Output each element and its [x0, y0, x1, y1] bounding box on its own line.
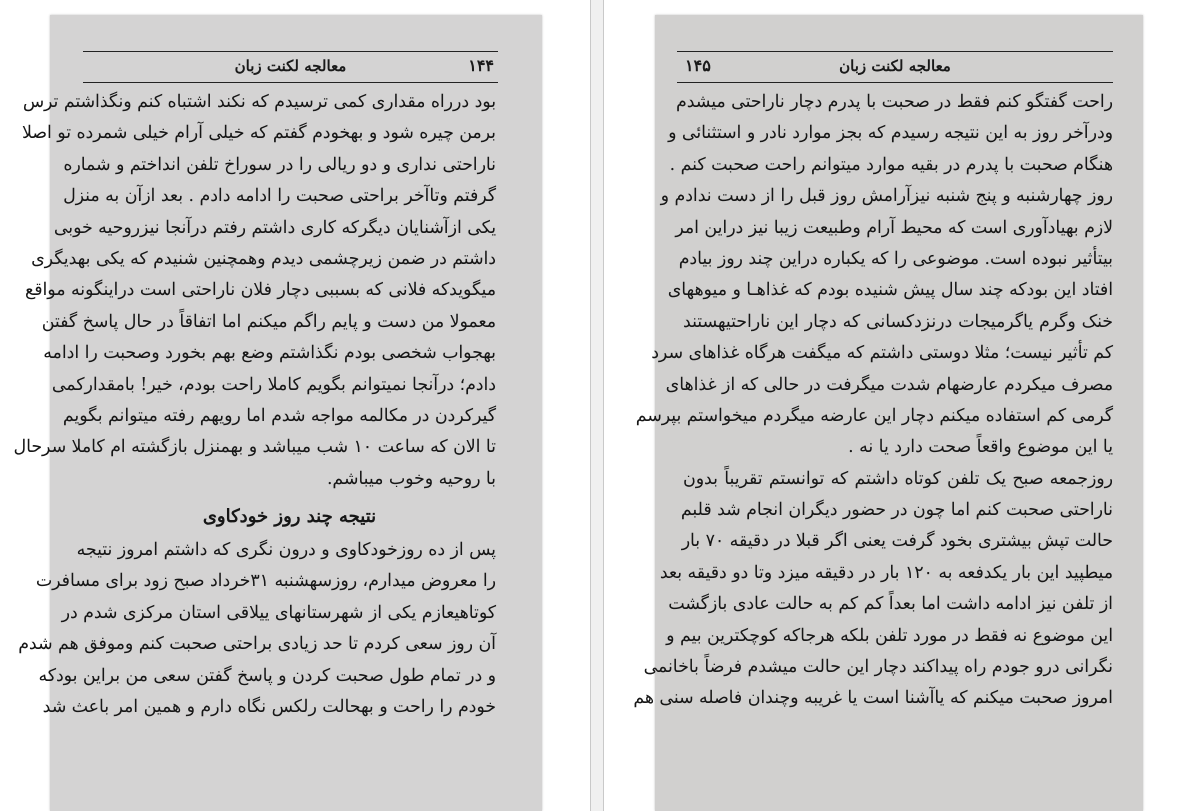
text-line: لازم بهیادآوری است که محیط آرام وطبیعت زیبا نیز دراین امر — [675, 217, 1113, 238]
text-line: افتاد این بودکه چند سال پیش شنیده بودم که غذاهـا و میوههای — [667, 280, 1113, 301]
text-line: حالت تپش بیشتری بخود گرفت یعنی اگر قبلا در دقیقه ۷۰ بار — [681, 531, 1113, 552]
page-number: ۱۴۴ — [468, 56, 494, 75]
text-line: کوتاهیعازم یکی از شهرستانهای ییلاقی استان مرکزی شدم در — [61, 602, 496, 623]
text-line: آن روز سعی کردم تا حد زیادی براحتی صحبت کنم وموفق هم شدم — [18, 634, 496, 655]
text-line: ودرآخر روز به این نتیجه رسیدم که بجز موارد نادر و استثنائی و — [668, 123, 1113, 144]
page-body-text — [13, 87, 496, 723]
text-line: گرمی کم استفاده میکنم دچار این عارضه میگردم میخواستم بپرسم — [635, 405, 1113, 426]
book-spine-gap — [590, 0, 604, 811]
text-line: روز چهارشنبه و پنج شنبه نیزآرامش روز قبل را از دست ندادم و — [660, 186, 1113, 207]
text-line: خنک وگرم یاگرمیجات درنزدکسانی که دچار این ناراحتیهستند — [683, 311, 1113, 332]
running-header — [83, 51, 498, 83]
text-line: میطپید این بار یکدفعه به ۱۲۰ بار در دقیقه میزد وتا دو دقیقه بعد — [659, 562, 1113, 583]
text-line: معمولا من دست و پایم راگم میکنم اما اتفاقاً در حال پاسخ گفتن — [41, 311, 496, 332]
text-line: بود درراه مقداری کمی ترسیدم که نکند اشتباه کنم ونگذاشتم ترس — [22, 92, 496, 112]
text-line: یکی ازآشنایان دیگرکه کاری داشتم رفتم درآنجا نیزروحیه خوبی — [53, 217, 496, 238]
text-line: یا این موضوع واقعاً صحت دارد یا نه . — [848, 437, 1113, 458]
text-line: مصرف میکردم عارضهام شدت میگرفت در حالی که از غذاهای — [665, 374, 1113, 395]
running-title: معالجه لکنت زبان — [234, 57, 347, 75]
text-line: این موضوع نه فقط در مورد تلفن بلکه هرجاکه کوچکترین بیم و — [666, 625, 1113, 646]
text-line: راحت گفتگو کنم فقط در صحبت با پدرم دچار ناراحتی میشدم — [676, 92, 1113, 112]
text-line: از تلفن نیز ادامه داشت اما بعداً کم کم به حالت عادی بازگشت — [668, 594, 1113, 615]
book-page-145 — [633, 15, 1143, 811]
text-line: ناراحتی نداری و دو ریالی را در سوراخ تلفن انداختم و شماره — [63, 154, 496, 175]
text-line: با روحیه وخوب میباشم. — [326, 468, 496, 489]
section-heading: نتیجه چند روز خودکاوی — [202, 506, 377, 528]
text-line: برمن چیره شود و بهخودم گفتم که خیلی آرام خیلی شمرده تو اصلا — [21, 123, 496, 144]
text-line: هنگام صحبت با پدرم در بقیه موارد میتوانم راحت صحبت کنم . — [669, 154, 1113, 175]
text-line: بیتأثیر نبوده است. موضوعی را که یکباره دراین چند روز بیادم — [678, 248, 1113, 269]
text-line: روزجمعه صبح یک تلفن کوتاه داشتم که توانستم تقریباً بدون — [683, 468, 1113, 489]
text-line: پس از ده روزخودکاوی و درون نگری که داشتم امروز نتیجه — [76, 540, 496, 561]
text-line: بهجواب شخصی بودم نگذاشتم وضع بهم بخورد وصحبت را ادامه — [43, 343, 496, 364]
text-line: را معروض میدارم، روزسهشنبه ۳۱خرداد صبح زود برای مسافرت — [35, 571, 496, 592]
text-line: گرفتم وتاآخر براحتی صحبت را ادامه دادم . بعد ازآن به منزل — [63, 186, 496, 207]
text-line: تا الان که ساعت ۱۰ شب میباشد و بهمنزل بازگشته ام کاملا سرحال — [13, 437, 496, 458]
running-title: معالجه لکنت زبان — [839, 57, 951, 75]
text-line: ناراحتی صحبت کنم اما چون در حضور دیگران انجام شد قلبم — [680, 500, 1113, 521]
text-line: خودم را راحت و بهحالت رلکس نگاه دارم و همین امر باعث شد — [42, 697, 496, 718]
text-line: داشتم در ضمن زیرچشمی دیدم وهمچنین شنیدم که یکی بهدیگری — [31, 248, 496, 269]
text-line: میگویدکه فلانی که بسببی دچار فلان ناراحتی است دراینگونه مواقع — [25, 280, 496, 301]
text-line: امروز صحبت میکنم که یاآشنا است یا غریبه وچندان فاصله سنی هم — [633, 688, 1113, 709]
text-line: و در تمام طول صحبت کردن و پاسخ گفتن سعی من براین بودکه — [38, 665, 496, 686]
page-body-text — [633, 87, 1113, 715]
text-line: گیرکردن در مکالمه مواجه شدم اما رویهم رفته میتوانم بگویم — [62, 405, 496, 426]
page-number: ۱۴۵ — [685, 56, 711, 75]
text-line: کم تأثیر نیست؛ مثلا دوستی داشتم که میگفت هرگاه غذاهای سرد — [651, 343, 1113, 364]
running-header — [677, 51, 1113, 83]
book-page-144 — [13, 15, 542, 811]
text-line: دادم؛ درآنجا نمیتوانم بگویم کاملا راحت بودم، خیر! بامقدارکمی — [51, 374, 496, 395]
text-line: نگرانی درو جودم راه پیداکند دچار این حالت میشدم فرضاً باخانمی — [643, 657, 1113, 678]
